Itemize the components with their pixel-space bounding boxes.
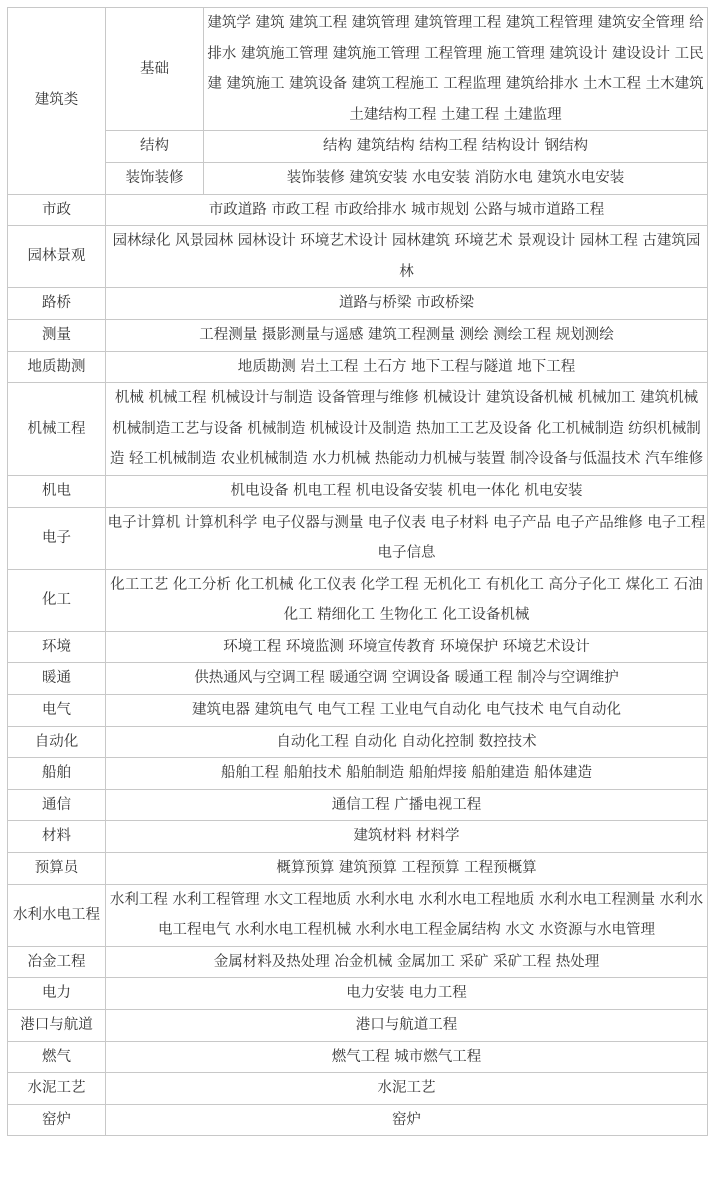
category-cell: 燃气 — [8, 1041, 106, 1073]
table-row — [8, 853, 708, 885]
category-cell: 电子 — [8, 507, 106, 569]
category-cell: 预算员 — [8, 853, 106, 885]
category-cell: 机电 — [8, 475, 106, 507]
category-cell: 机械工程 — [8, 383, 106, 476]
table-row — [8, 1041, 708, 1073]
category-cell: 路桥 — [8, 288, 106, 320]
table-row — [8, 1073, 708, 1105]
table-row — [8, 569, 708, 631]
table-row — [8, 507, 708, 569]
majors-cell: 机械 机械工程 机械设计与制造 设备管理与维修 机械设计 建筑设备机械 机械加工 建筑机械 机械制造工艺与设备 机械制造 机械设计及制造 热加工工艺及设备 化工机械制造 纺织机械制造 轻工机械制造 农业机械制造 水力机械 热能动力机械与装置 制冷设备与低温技术 汽车维修 — [106, 383, 708, 476]
category-cell: 建筑类 — [8, 8, 106, 195]
table-row — [8, 288, 708, 320]
category-cell: 电力 — [8, 978, 106, 1010]
table-row — [8, 351, 708, 383]
majors-cell: 建筑电器 建筑电气 电气工程 工业电气自动化 电气技术 电气自动化 — [106, 695, 708, 727]
category-cell: 水利水电工程 — [8, 884, 106, 946]
majors-cell: 自动化工程 自动化 自动化控制 数控技术 — [106, 726, 708, 758]
table-row — [8, 631, 708, 663]
majors-cell: 机电设备 机电工程 机电设备安装 机电一体化 机电安装 — [106, 475, 708, 507]
table-row — [8, 726, 708, 758]
table-row — [8, 162, 708, 194]
category-cell: 港口与航道 — [8, 1010, 106, 1042]
table-row — [8, 978, 708, 1010]
table-row — [8, 789, 708, 821]
category-cell: 冶金工程 — [8, 946, 106, 978]
table-row — [8, 131, 708, 163]
majors-cell: 环境工程 环境监测 环境宣传教育 环境保护 环境艺术设计 — [106, 631, 708, 663]
table-row — [8, 383, 708, 476]
majors-cell: 园林绿化 风景园林 园林设计 环境艺术设计 园林建筑 环境艺术 景观设计 园林工程 古建筑园林 — [106, 226, 708, 288]
table-row — [8, 226, 708, 288]
category-cell: 材料 — [8, 821, 106, 853]
majors-cell: 建筑学 建筑 建筑工程 建筑管理 建筑管理工程 建筑工程管理 建筑安全管理 给排水 建筑施工管理 建筑施工管理 工程管理 施工管理 建筑设计 建设设计 工民建 建筑施工 建筑设备 建筑工程施工 工程监理 建筑给排水 土木工程 土木建筑 土建结构工程 土建工程 土建监理 — [204, 8, 708, 131]
table-row — [8, 946, 708, 978]
category-cell: 船舶 — [8, 758, 106, 790]
category-cell: 自动化 — [8, 726, 106, 758]
category-cell: 水泥工艺 — [8, 1073, 106, 1105]
table-row — [8, 758, 708, 790]
majors-cell: 窑炉 — [106, 1104, 708, 1136]
table-body — [8, 8, 708, 1136]
majors-cell: 化工工艺 化工分析 化工机械 化工仪表 化学工程 无机化工 有机化工 高分子化工 煤化工 石油化工 精细化工 生物化工 化工设备机械 — [106, 569, 708, 631]
category-cell: 环境 — [8, 631, 106, 663]
majors-cell: 结构 建筑结构 结构工程 结构设计 钢结构 — [204, 131, 708, 163]
majors-cell: 概算预算 建筑预算 工程预算 工程预概算 — [106, 853, 708, 885]
category-cell: 测量 — [8, 319, 106, 351]
category-cell: 电气 — [8, 695, 106, 727]
majors-cell: 水利工程 水利工程管理 水文工程地质 水利水电 水利水电工程地质 水利水电工程测量 水利水电工程电气 水利水电工程机械 水利水电工程金属结构 水文 水资源与水电管理 — [106, 884, 708, 946]
table-row — [8, 319, 708, 351]
subcategory-cell: 装饰装修 — [106, 162, 204, 194]
majors-cell: 供热通风与空调工程 暖通空调 空调设备 暖通工程 制冷与空调维护 — [106, 663, 708, 695]
majors-cell: 道路与桥梁 市政桥梁 — [106, 288, 708, 320]
majors-cell: 地质勘测 岩土工程 土石方 地下工程与隧道 地下工程 — [106, 351, 708, 383]
category-cell: 化工 — [8, 569, 106, 631]
table-row — [8, 8, 708, 131]
majors-cell: 建筑材料 材料学 — [106, 821, 708, 853]
table-row — [8, 194, 708, 226]
table-row — [8, 663, 708, 695]
category-cell: 通信 — [8, 789, 106, 821]
majors-cell: 电子计算机 计算机科学 电子仪器与测量 电子仪表 电子材料 电子产品 电子产品维修 电子工程 电子信息 — [106, 507, 708, 569]
category-cell: 园林景观 — [8, 226, 106, 288]
majors-cell: 通信工程 广播电视工程 — [106, 789, 708, 821]
majors-cell: 船舶工程 船舶技术 船舶制造 船舶焊接 船舶建造 船体建造 — [106, 758, 708, 790]
category-cell: 暖通 — [8, 663, 106, 695]
majors-cell: 金属材料及热处理 冶金机械 金属加工 采矿 采矿工程 热处理 — [106, 946, 708, 978]
majors-cell: 工程测量 摄影测量与遥感 建筑工程测量 测绘 测绘工程 规划测绘 — [106, 319, 708, 351]
majors-cell: 燃气工程 城市燃气工程 — [106, 1041, 708, 1073]
table-row — [8, 821, 708, 853]
majors-cell: 港口与航道工程 — [106, 1010, 708, 1042]
major-category-table — [7, 7, 708, 1136]
table-row — [8, 475, 708, 507]
category-cell: 市政 — [8, 194, 106, 226]
subcategory-cell: 基础 — [106, 8, 204, 131]
table-row — [8, 884, 708, 946]
subcategory-cell: 结构 — [106, 131, 204, 163]
majors-cell: 电力安装 电力工程 — [106, 978, 708, 1010]
category-cell: 窑炉 — [8, 1104, 106, 1136]
table-row — [8, 1010, 708, 1042]
category-cell: 地质勘测 — [8, 351, 106, 383]
majors-cell: 装饰装修 建筑安装 水电安装 消防水电 建筑水电安装 — [204, 162, 708, 194]
table-row — [8, 1104, 708, 1136]
majors-cell: 市政道路 市政工程 市政给排水 城市规划 公路与城市道路工程 — [106, 194, 708, 226]
table-row — [8, 695, 708, 727]
majors-cell: 水泥工艺 — [106, 1073, 708, 1105]
